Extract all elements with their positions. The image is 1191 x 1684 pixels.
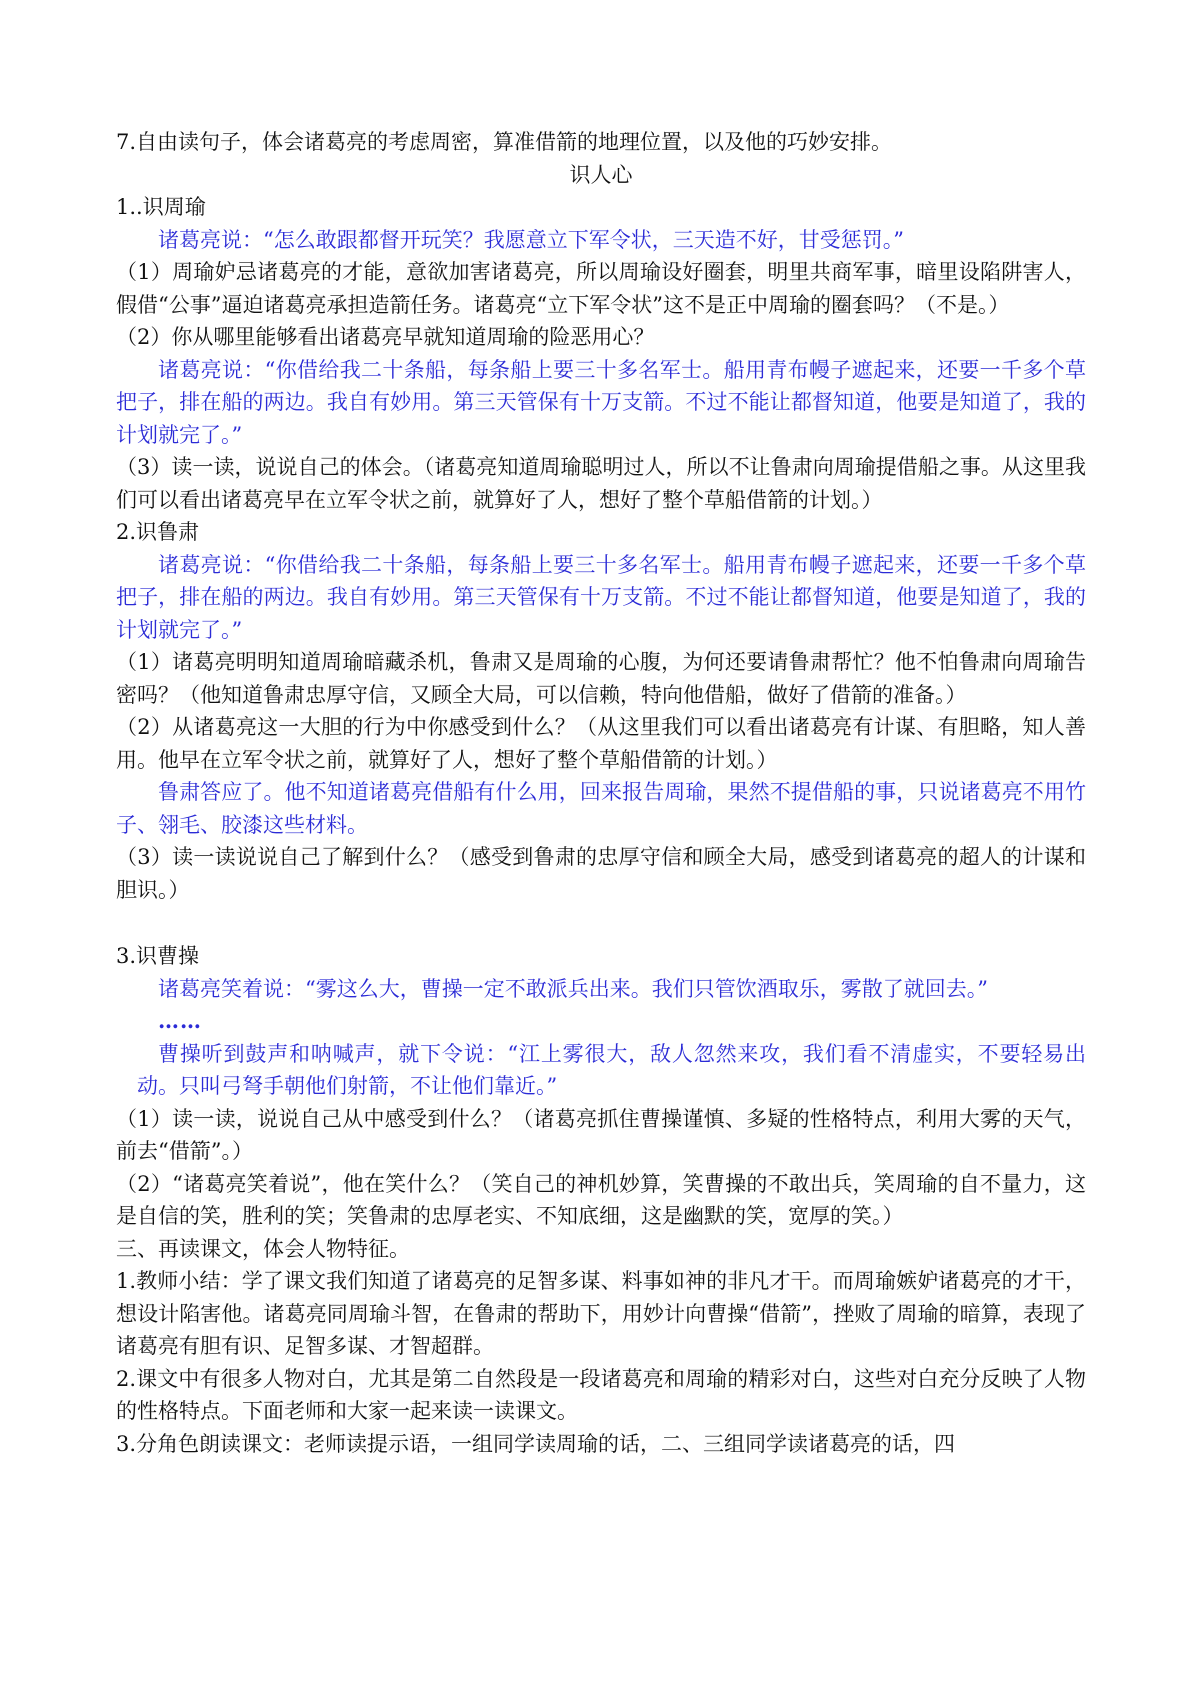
blank-line [116, 906, 1086, 940]
quote-zhuge-liang-3: 诸葛亮说：“你借给我二十条船，每条船上要三十多名军士。船用青布幔子遮起来，还要一千多个草把子，排在船的两边。我自有妙用。第三天管保有十万支箭。不过不能让都督知道，他要是知道了，我的计划就完了。” [116, 552, 1086, 642]
question-3-2: （2）“诸葛亮笑着说”，他在笑什么？（笑自己的神机妙算，笑曹操的不敢出兵，笑周瑜的自不量力，这是自信的笑，胜利的笑；笑鲁肃的忠厚老实、不知底细，这是幽默的笑，宽厚的笑。） [116, 1171, 1086, 1228]
quote-zhuge-liang-2: 诸葛亮说：“你借给我二十条船，每条船上要三十多名军士。船用青布幔子遮起来，还要一千多个草把子，排在船的两边。我自有妙用。第三天管保有十万支箭。不过不能让都督知道，他要是知道了，我的计划就完了。” [116, 357, 1086, 447]
quote-cao-cao: 曹操听到鼓声和呐喊声，就下令说：“江上雾很大，敌人忽然来攻，我们看不清虚实，不要轻易出动。只叫弓弩手朝他们射箭，不让他们靠近。” [137, 1041, 1086, 1098]
section-title: 识人心 [569, 162, 633, 187]
intro-paragraph: 7.自由读句子，体会诸葛亮的考虑周密，算准借箭的地理位置，以及他的巧妙安排。 [116, 130, 893, 154]
question-1-1: （1）周瑜妒忌诸葛亮的才能，意欲加害诸葛亮，所以周瑜设好圈套，明里共商军事，暗里设陷阱害人，假借“公事”逼迫诸葛亮承担造箭任务。诸葛亮“立下军令状”这不是正中周瑜的圈套吗？（不是。） [116, 260, 1086, 317]
quote-zhuge-liang-4: 诸葛亮笑着说：“雾这么大，曹操一定不敢派兵出来。我们只管饮酒取乐，雾散了就回去。” [158, 976, 988, 1001]
quote-zhuge-liang-1: 诸葛亮说：“怎么敢跟都督开玩笑？我愿意立下军令状，三天造不好，甘受惩罚。” [158, 227, 904, 252]
heading-zhou-yu: 1..识周瑜 [116, 195, 206, 219]
question-2-3: （3）读一读说说自己了解到什么？（感受到鲁肃的忠厚守信和顾全大局，感受到诸葛亮的超人的计谋和胆识。） [116, 845, 1086, 902]
question-1-3: （3）读一读，说说自己的体会。（诸葛亮知道周瑜聪明过人，所以不让鲁肃向周瑜提借船之事。从这里我们可以看出诸葛亮早在立军令状之前，就算好了人，想好了整个草船借箭的计划。） [116, 455, 1086, 512]
question-1-2: （2）你从哪里能够看出诸葛亮早就知道周瑜的险恶用心？ [116, 325, 655, 349]
ellipsis: …… [158, 1008, 202, 1033]
part-three-item-1: 1.教师小结：学了课文我们知道了诸葛亮的足智多谋、料事如神的非凡才干。而周瑜嫉妒诸葛亮的才干，想设计陷害他。诸葛亮同周瑜斗智，在鲁肃的帮助下，用妙计向曹操“借箭”，挫败了周瑜的暗算，表现了诸葛亮有胆有识、足智多谋、才智超群。 [116, 1269, 1086, 1358]
document-page [116, 126, 1086, 1460]
part-three-item-3: 3.分角色朗读课文：老师读提示语，一组同学读周瑜的话，二、三组同学读诸葛亮的话，四 [116, 1431, 956, 1456]
question-2-2: （2）从诸葛亮这一大胆的行为中你感受到什么？（从这里我们可以看出诸葛亮有计谋、有胆略，知人善用。他早在立军令状之前，就算好了人，想好了整个草船借箭的计划。） [116, 715, 1086, 772]
heading-lu-su: 2.识鲁肃 [116, 520, 200, 544]
part-three-item-2: 2.课文中有很多人物对白，尤其是第二自然段是一段诸葛亮和周瑜的精彩对白，这些对白充分反映了人物的性格特点。下面老师和大家一起来读一读课文。 [116, 1366, 1086, 1423]
part-three-heading: 三、再读课文，体会人物特征。 [116, 1236, 410, 1261]
question-2-1: （1）诸葛亮明明知道周瑜暗藏杀机，鲁肃又是周瑜的心腹，为何还要请鲁肃帮忙？他不怕鲁肃向周瑜告密吗？（他知道鲁肃忠厚守信，又顾全大局，可以信赖，特向他借船，做好了借箭的准备。） [116, 650, 1086, 707]
quote-lu-su: 鲁肃答应了。他不知道诸葛亮借船有什么用，回来报告周瑜，果然不提借船的事，只说诸葛亮不用竹子、翎毛、胶漆这些材料。 [116, 780, 1086, 837]
question-3-1: （1）读一读，说说自己从中感受到什么？（诸葛亮抓住曹操谨慎、多疑的性格特点，利用大雾的天气，前去“借箭”。） [116, 1106, 1086, 1163]
heading-cao-cao: 3.识曹操 [116, 944, 200, 968]
